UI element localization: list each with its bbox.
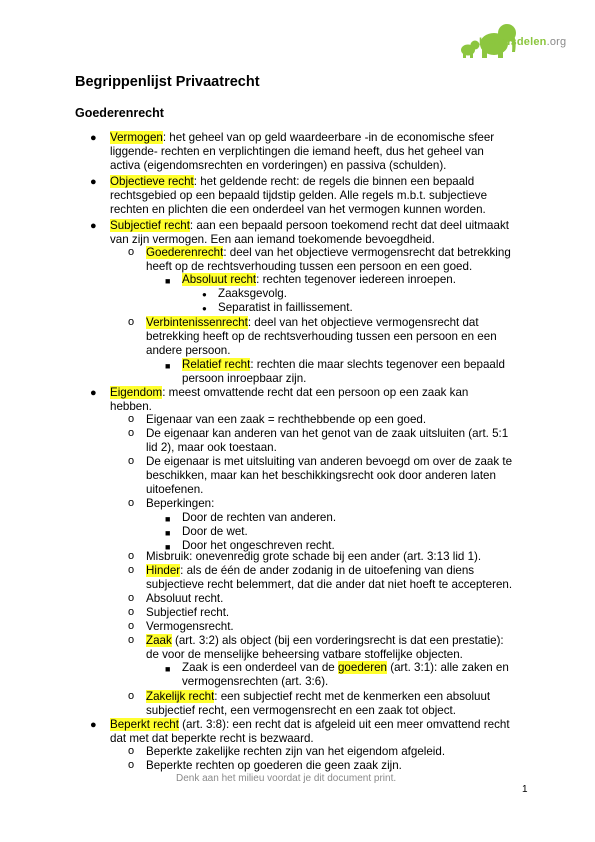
bullet-icon: ●	[90, 220, 97, 232]
list-item-line: rechtsgebied op een bepaald tijdstip gelden. Alle regels m.b.t. subjectieve	[110, 189, 488, 202]
list-item-line: subjectief recht, een vermogensrecht en een zaak tot object.	[146, 704, 456, 717]
list-item: Misbruik: onevenredig grote schade bij een ander (art. 3:13 lid 1).	[146, 550, 482, 563]
circle-bullet-icon: o	[128, 413, 135, 425]
bullet-icon: ●	[90, 387, 97, 399]
list-item-line: van zijn vermogen. Een aan iemand toekomende bevoegdheid.	[110, 233, 435, 246]
list-item: Zaak (art. 3:2) als object (bij een vorderingsrecht is dat een prestatie):	[146, 634, 504, 647]
list-item: Door de rechten van anderen.	[182, 511, 337, 524]
circle-bullet-icon: o	[128, 745, 135, 757]
circle-bullet-icon: o	[128, 634, 135, 646]
list-item: Beperkte rechten op goederen die geen zaak zijn.	[146, 759, 402, 772]
list-item-line: beschikken, maar kan het beschikkingsrecht ook door anderen laten	[146, 469, 496, 482]
circle-bullet-icon: o	[128, 455, 135, 467]
list-item-line: liggende- rechten en verplichtingen die iemand heeft, dus het geheel van	[110, 145, 484, 158]
bullet-icon: ●	[202, 304, 207, 313]
bullet-icon: ●	[90, 132, 97, 144]
bullet-icon: ●	[202, 290, 207, 299]
circle-bullet-icon: o	[128, 690, 135, 702]
list-item-line: rechten en plichten die een onderdeel van het vermogen kunnen worden.	[110, 203, 486, 216]
list-item: Subjectief recht: aan een bepaald persoon toekomend recht dat deel uitmaakt	[110, 219, 509, 232]
list-item-line: subjectieve recht belemmert, dat die ander dat niet hoeft te accepteren.	[146, 578, 513, 591]
list-item: Zakelijk recht: een subjectief recht met de kenmerken een absoluut	[146, 690, 491, 703]
list-item-line: lid 2), maar ook toestaan.	[146, 441, 277, 454]
list-item: Vermogensrecht.	[146, 620, 234, 633]
logo-wordmark: Kennisdelen.org	[479, 36, 567, 48]
list-item: Absoluut recht: rechten tegenover iedereen inroepen.	[182, 273, 456, 286]
circle-bullet-icon: o	[128, 497, 135, 509]
list-item: Absoluut recht.	[146, 592, 224, 605]
list-item: Eigenaar van een zaak = rechthebbende op een goed.	[146, 413, 427, 426]
square-bullet-icon: ■	[165, 528, 171, 538]
list-item: Zaaksgevolg.	[218, 287, 287, 300]
list-item: Objectieve recht: het geldende recht: de regels die binnen een bepaald	[110, 175, 475, 188]
list-item: Verbintenissenrecht: deel van het objectieve vermogensrecht dat	[146, 316, 479, 329]
list-item: De eigenaar is met uitsluiting van anderen bevoegd om over de zaak te	[146, 455, 513, 468]
list-item: Goederenrecht: deel van het objectieve vermogensrecht dat betrekking	[146, 246, 511, 259]
circle-bullet-icon: o	[128, 592, 135, 604]
list-item: Beperkt recht (art. 3:8): een recht dat is afgeleid uit een meer omvattend recht	[110, 718, 510, 731]
square-bullet-icon: ■	[165, 664, 171, 674]
circle-bullet-icon: o	[128, 759, 135, 771]
document-title: Begrippenlijst Privaatrecht	[75, 74, 260, 90]
list-item: Vermogen: het geheel van op geld waardeerbare -in de economische sfeer	[110, 131, 495, 144]
list-item: De eigenaar kan anderen van het genot van de zaak uitsluiten (art. 5:1	[146, 427, 509, 440]
list-item-line: de voor de menselijke beheersing vatbare stoffelijke objecten.	[146, 648, 463, 661]
circle-bullet-icon: o	[128, 606, 135, 618]
list-item-line: dat met dat beperkte recht is bezwaard.	[110, 732, 314, 745]
list-item: Eigendom: meest omvattende recht dat een persoon op een zaak kan	[110, 386, 469, 399]
list-item: Beperkte zakelijke rechten zijn van het eigendom afgeleid.	[146, 745, 446, 758]
list-item-line: activa (eigendomsrechten en vorderingen) en passiva (schulden).	[110, 159, 447, 172]
circle-bullet-icon: o	[128, 564, 135, 576]
circle-bullet-icon: o	[128, 620, 135, 632]
list-item-line: betrekking heeft op de rechtsverhouding tussen een persoon en een	[146, 330, 497, 343]
list-item: Door de wet.	[182, 525, 248, 538]
list-item-line: vermogensrechten (art. 3:6).	[182, 675, 329, 688]
square-bullet-icon: ■	[165, 514, 171, 524]
page-number: 1	[522, 784, 528, 795]
square-bullet-icon: ■	[165, 542, 171, 552]
list-item: Subjectief recht.	[146, 606, 230, 619]
list-item: Beperkingen:	[146, 497, 215, 510]
list-item: Door het ongeschreven recht.	[182, 539, 335, 552]
circle-bullet-icon: o	[128, 550, 135, 562]
list-item-line: persoon inroepbaar zijn.	[182, 372, 307, 385]
list-item-line: hebben.	[110, 400, 152, 413]
bullet-icon: ●	[90, 719, 97, 731]
list-item-line: uitoefenen.	[146, 483, 204, 496]
circle-bullet-icon: o	[128, 427, 135, 439]
bullet-icon: ●	[90, 176, 97, 188]
list-item-line: heeft op de rechtsverhouding tussen een persoon en een goed.	[146, 260, 473, 273]
list-item: Hinder: als de één de ander zodanig in de uitoefening van diens	[146, 564, 475, 577]
square-bullet-icon: ■	[165, 276, 171, 286]
circle-bullet-icon: o	[128, 316, 135, 328]
section-heading: Goederenrecht	[75, 106, 164, 120]
square-bullet-icon: ■	[165, 361, 171, 371]
list-item: Relatief recht: rechten die maar slechts tegenover een bepaald	[182, 358, 505, 371]
list-item: Zaak is een onderdeel van de goederen (art. 3:1): alle zaken en	[182, 661, 509, 674]
footer-note: Denk aan het milieu voordat je dit document print.	[176, 773, 397, 784]
list-item: Separatist in faillissement.	[218, 301, 353, 314]
list-item-line: andere persoon.	[146, 344, 231, 357]
circle-bullet-icon: o	[128, 246, 135, 258]
